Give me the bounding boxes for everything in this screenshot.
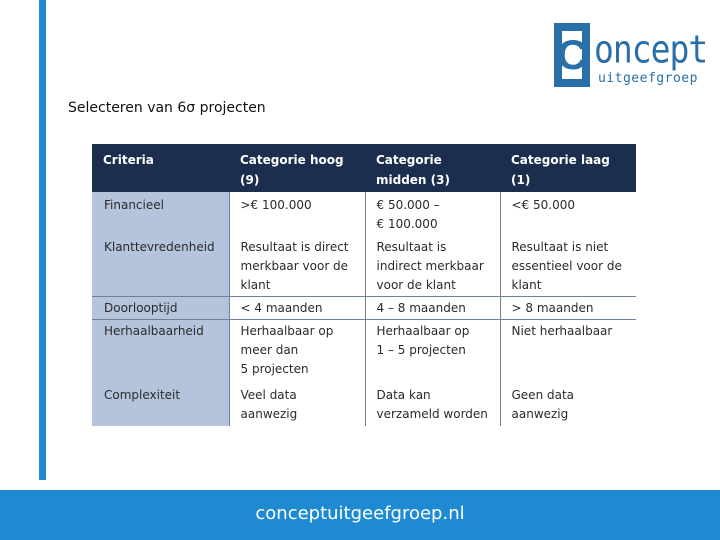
criteria-table [92, 144, 636, 428]
page-title: Selecteren van 6σ projecten [68, 100, 266, 116]
table-cell: Veel data aanwezig [229, 384, 365, 426]
table-cell: Niet herhaalbaar [500, 320, 636, 385]
table-cell: 4 – 8 maanden [365, 297, 500, 320]
criteria-cell: Herhaalbaarheid [92, 320, 229, 385]
table-cell: Resultaat is direct merkbaar voor de klant [229, 234, 365, 297]
footer-bar [0, 490, 720, 540]
criteria-cell: Financieel [92, 192, 229, 234]
footer-url: conceptuitgeefgroep.nl [255, 503, 465, 524]
logo-wordmark: oncept [594, 27, 708, 72]
left-accent-bar [39, 0, 46, 480]
logo-box-icon [554, 23, 590, 87]
table-cell: <€ 50.000 [500, 192, 636, 234]
table-cell: Resultaat is indirect merkbaar voor de klant [365, 234, 500, 297]
table-cell: Herhaalbaar op 1 – 5 projecten [365, 320, 500, 385]
table-row [92, 320, 636, 385]
header-categorie-hoog: Categorie hoog (9) [229, 144, 365, 192]
table-row [92, 384, 636, 426]
header-criteria: Criteria [92, 144, 229, 192]
logo-subtitle: uitgeefgroep [598, 71, 698, 86]
table-cell: Resultaat is niet essentieel voor de klant [500, 234, 636, 297]
criteria-cell: Klanttevredenheid [92, 234, 229, 297]
table-cell: Herhaalbaar op meer dan 5 projecten [229, 320, 365, 385]
header-categorie-midden: Categorie midden (3) [365, 144, 500, 192]
table-row [92, 234, 636, 297]
table-header-row [92, 144, 636, 192]
concept-logo [554, 17, 708, 89]
table-row [92, 297, 636, 320]
criteria-cell: Complexiteit [92, 384, 229, 426]
table-cell: >€ 100.000 [229, 192, 365, 234]
table-cell: Data kan verzameld worden [365, 384, 500, 426]
table-cell: Geen data aanwezig [500, 384, 636, 426]
logo-letter: C [556, 31, 588, 78]
table-row [92, 192, 636, 234]
table-cell: € 50.000 – € 100.000 [365, 192, 500, 234]
criteria-cell: Doorlooptijd [92, 297, 229, 320]
table-cell: < 4 maanden [229, 297, 365, 320]
table-cell: > 8 maanden [500, 297, 636, 320]
header-categorie-laag: Categorie laag (1) [500, 144, 636, 192]
